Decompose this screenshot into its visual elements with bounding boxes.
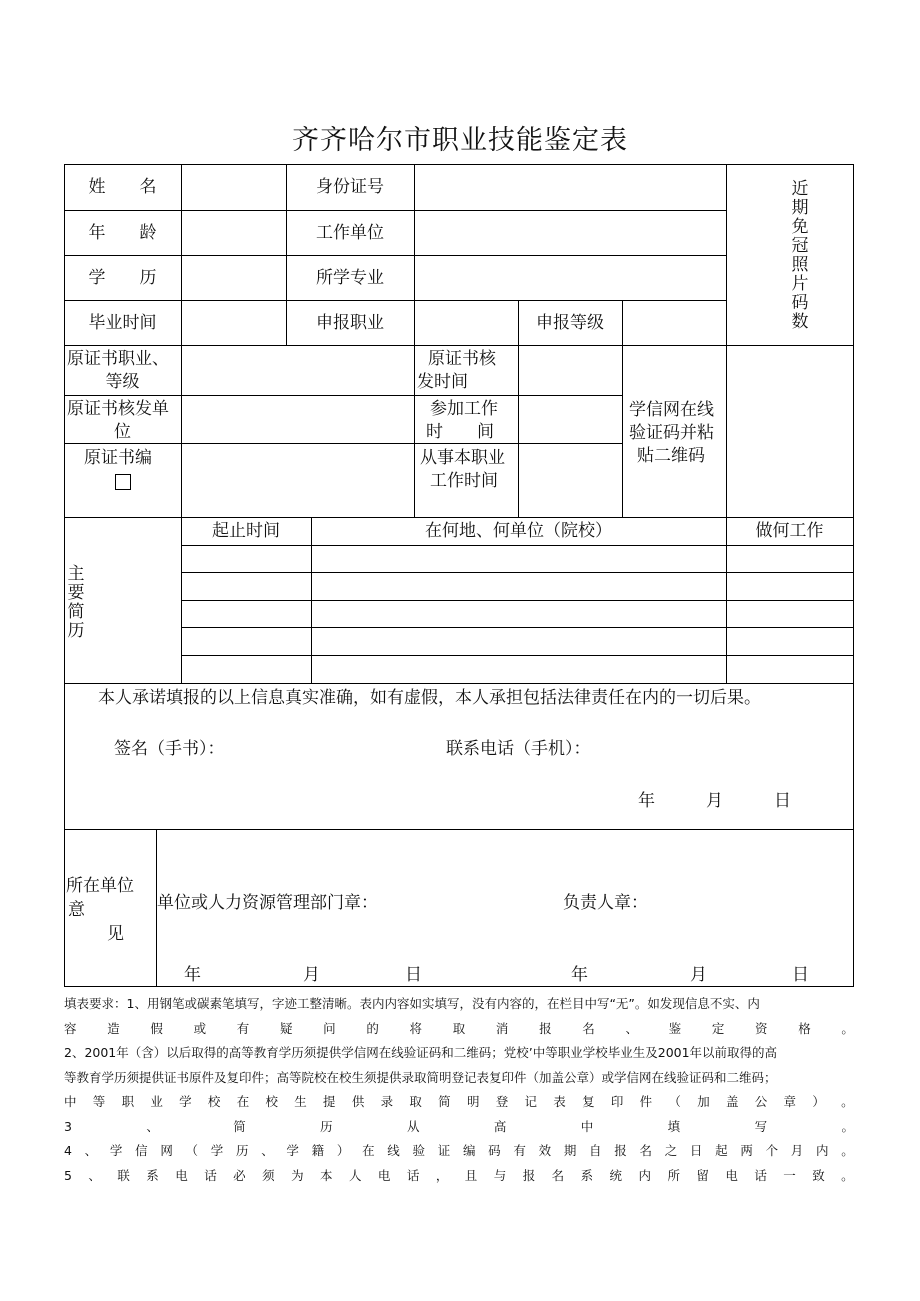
note-char: 在: [362, 1143, 375, 1158]
major-label: 所学专业: [316, 268, 384, 288]
note-char: 5: [64, 1167, 72, 1183]
note-char: 名: [639, 1143, 652, 1158]
note-char: 4: [64, 1143, 72, 1158]
note-char: 、: [261, 1143, 274, 1158]
note-char: 自: [589, 1143, 602, 1158]
orig-cert-no-checkbox[interactable]: [115, 470, 131, 492]
note-char: 。: [841, 1094, 854, 1109]
note-char: 籍: [311, 1143, 325, 1158]
orig-cert-time-label-1: 原证书核: [428, 349, 496, 369]
apply-level-label: 申报等级: [536, 313, 604, 333]
note-char: 话: [204, 1167, 217, 1183]
note-char: 电: [725, 1167, 738, 1183]
note-char: 盖: [725, 1094, 739, 1109]
note-char: 之: [664, 1143, 678, 1158]
note-line-4: 等教育学历须提供证书原件及复印件；高等院校在校生须提供录取简明登记表复印件（加盖公章）或学信网在线验证码和二维码；: [64, 1069, 777, 1085]
major-field[interactable]: [415, 256, 725, 300]
note-char: 假: [150, 1020, 163, 1036]
note-char: 提: [323, 1094, 336, 1109]
note-char: 简: [438, 1094, 451, 1109]
note-char: 、: [84, 1143, 98, 1158]
note-char: 个: [765, 1143, 779, 1158]
note-char: 必: [233, 1167, 246, 1183]
note-char: 为: [291, 1167, 304, 1183]
note-char: 内: [816, 1143, 829, 1158]
note-char: 造: [107, 1020, 120, 1036]
id-number-field[interactable]: [415, 165, 725, 210]
note-char: 印: [610, 1094, 624, 1109]
note-char: 从: [407, 1118, 420, 1134]
note-char: 录: [380, 1094, 394, 1109]
note-char: 有: [513, 1143, 526, 1158]
promise-date: 年 月 日: [638, 791, 791, 811]
orig-cert-occupation-label-1: 原证书职业、: [67, 349, 169, 369]
note-char: 致: [812, 1167, 825, 1183]
note-char: 资: [755, 1020, 768, 1036]
person-date: 年 月 日: [571, 965, 809, 985]
note-char: 、: [88, 1167, 101, 1183]
unit-opinion-label-1: 所在单位: [66, 876, 134, 896]
note-char: 两: [740, 1143, 753, 1158]
note-char: 章: [783, 1094, 797, 1109]
note-char: 生: [294, 1094, 307, 1109]
join-work-label-2: 时 间: [426, 422, 494, 442]
unit-date: 年 月 日: [184, 965, 422, 985]
note-char: 明: [466, 1094, 480, 1109]
note-char: 登: [495, 1094, 509, 1109]
note-char: 话: [406, 1167, 420, 1183]
note-char: 人: [348, 1167, 362, 1183]
note-char: 职: [121, 1094, 135, 1109]
orig-cert-unit-label-2: 位: [114, 422, 131, 442]
note-char: 电: [377, 1167, 391, 1183]
orig-cert-no-label: 原证书编: [84, 448, 152, 468]
form-title: 齐齐哈尔市职业技能鉴定表: [292, 125, 628, 156]
note-char: 历: [235, 1143, 249, 1158]
chsi-label-2: 验证码并粘: [629, 423, 714, 443]
note-char: ）: [812, 1094, 825, 1109]
photo-label: 近期免冠照片码数: [791, 179, 809, 332]
apply-level-field[interactable]: [623, 301, 725, 345]
note-char: 报: [614, 1143, 627, 1158]
note-line-2: [64, 1017, 854, 1042]
note-char: 学: [109, 1143, 123, 1158]
apply-occupation-label: 申报职业: [316, 313, 384, 333]
note-char: 、: [146, 1118, 159, 1134]
note-char: 等: [92, 1094, 106, 1109]
resume-label: 主要简历: [67, 564, 85, 641]
note-char: 、: [625, 1020, 638, 1036]
note-char: 。: [841, 1118, 854, 1134]
note-char: 写: [754, 1118, 768, 1134]
name-label: 姓 名: [88, 177, 157, 197]
graduation-time-label: 毕业时间: [88, 313, 157, 333]
note-char: 取: [409, 1094, 422, 1109]
note-char: 月: [790, 1143, 804, 1158]
note-char: 与: [493, 1167, 507, 1183]
id-number-label: 身份证号: [316, 177, 384, 197]
note-char: 所: [667, 1167, 680, 1183]
promise-text: 本人承诺填报的以上信息真实准确，如有虚假，本人承担包括法律责任在内的一切后果。: [98, 688, 761, 708]
engage-work-label-2: 工作时间: [430, 471, 498, 491]
signature-label: 签名（手书）：: [114, 739, 225, 759]
orig-cert-time-label-2: 发时间: [417, 372, 468, 392]
note-line-5: [64, 1090, 854, 1115]
note-char: 简: [233, 1118, 246, 1134]
phone-label: 联系电话（手机）：: [446, 739, 591, 759]
col-job-header: 做何工作: [755, 521, 824, 541]
note-line-7: [64, 1139, 854, 1164]
note-char: 疑: [279, 1020, 293, 1036]
note-char: 记: [524, 1094, 538, 1109]
note-char: 码: [488, 1143, 501, 1158]
note-char: 件: [639, 1094, 653, 1109]
note-char: 业: [150, 1094, 163, 1109]
note-char: 填: [667, 1118, 681, 1134]
note-char: 。: [841, 1143, 854, 1158]
note-char: 鉴: [668, 1020, 682, 1036]
note-char: 内: [638, 1167, 652, 1183]
age-label: 年 龄: [88, 223, 157, 243]
note-char: 公: [754, 1094, 768, 1109]
note-char: 3: [64, 1118, 72, 1134]
unit-opinion-label-2: 意: [68, 900, 85, 920]
note-char: 且: [464, 1167, 478, 1183]
note-char: 问: [323, 1020, 336, 1036]
fill-instructions: [64, 992, 854, 1188]
note-char: 有: [236, 1020, 250, 1036]
col-time-header: 起止时间: [212, 521, 280, 541]
note-char: 效: [538, 1143, 552, 1158]
note-line-1: 填表要求：1、用钢笔或碳素笔填写，字迹工整清晰。表内内容如实填写，没有内容的，在栏目中写“无”。如发现信息不实、内: [64, 996, 760, 1011]
note-char: 名: [551, 1167, 565, 1183]
note-char: 证: [437, 1143, 451, 1158]
note-char: 格: [798, 1020, 811, 1036]
note-char: 名: [582, 1020, 595, 1036]
note-char: ）: [336, 1143, 350, 1158]
education-label: 学 历: [88, 268, 157, 288]
work-unit-field[interactable]: [415, 211, 725, 255]
note-char: 统: [609, 1167, 623, 1183]
note-char: 须: [262, 1167, 275, 1183]
orig-cert-unit-label-1: 原证书核发单: [67, 399, 169, 419]
note-line-3: 2、2001年（含）以后取得的高等教育学历须提供学信网在线验证码和二维码；党校’中等职业学校毕业生及2001年以前取得的高: [64, 1045, 778, 1060]
note-char: 定: [711, 1020, 725, 1036]
note-char: （: [668, 1094, 681, 1109]
unit-opinion-label-3: 见: [107, 924, 124, 944]
note-char: 信: [135, 1143, 148, 1158]
join-work-label-1: 参加工作: [430, 399, 498, 419]
note-char: 取: [452, 1020, 466, 1036]
note-char: 话: [754, 1167, 767, 1183]
chsi-label-3: 贴二维码: [637, 446, 705, 466]
note-char: 校: [265, 1094, 278, 1109]
note-char: 留: [696, 1167, 709, 1183]
unit-seal-label: 单位或人力资源管理部门章：: [157, 893, 378, 913]
note-char: 中: [580, 1118, 594, 1134]
note-char: 电: [175, 1167, 188, 1183]
note-char: 。: [841, 1167, 854, 1183]
note-char: 容: [64, 1020, 77, 1036]
note-char: 系: [146, 1167, 159, 1183]
note-char: 学: [286, 1143, 299, 1158]
note-char: 将: [409, 1020, 423, 1036]
education-field[interactable]: [182, 256, 285, 300]
note-char: 线: [387, 1143, 400, 1158]
note-char: 表: [553, 1094, 566, 1109]
note-line-6: [64, 1115, 854, 1140]
note-char: 中: [64, 1094, 77, 1109]
note-char: 验: [412, 1143, 426, 1158]
note-char: 校: [207, 1094, 221, 1109]
engage-work-label-1: 从事本职业: [420, 448, 505, 468]
note-char: 供: [351, 1094, 365, 1109]
note-char: 历: [320, 1118, 333, 1134]
note-char: 联: [117, 1167, 130, 1183]
note-char: 学: [179, 1094, 192, 1109]
note-char: 期: [563, 1143, 577, 1158]
work-unit-label: 工作单位: [316, 223, 384, 243]
note-char: 复: [582, 1094, 595, 1109]
chsi-label-1: 学信网在线: [629, 400, 714, 420]
note-char: 报: [539, 1020, 552, 1036]
note-char: 系: [580, 1167, 594, 1183]
note-char: 消: [495, 1020, 509, 1036]
note-char: ，: [435, 1167, 449, 1183]
age-field[interactable]: [182, 211, 285, 255]
note-char: 在: [236, 1094, 250, 1109]
note-line-8: [64, 1164, 854, 1189]
note-char: （: [185, 1143, 199, 1158]
note-char: 一: [783, 1167, 796, 1183]
note-char: 或: [193, 1020, 207, 1036]
note-char: 的: [366, 1020, 379, 1036]
note-char: 编: [462, 1143, 476, 1158]
name-field[interactable]: [182, 165, 285, 210]
note-char: 加: [697, 1094, 710, 1109]
apply-occupation-field[interactable]: [415, 301, 517, 345]
note-char: 网: [160, 1143, 173, 1158]
col-place-header: 在何地、何单位（院校）: [425, 521, 612, 541]
note-char: 高: [493, 1118, 507, 1134]
note-char: 本: [320, 1167, 333, 1183]
note-char: 起: [715, 1143, 728, 1158]
person-seal-label: 负责人章：: [563, 893, 648, 913]
note-char: 学: [210, 1143, 224, 1158]
note-char: 。: [841, 1020, 854, 1036]
note-char: 报: [522, 1167, 536, 1183]
note-char: 日: [689, 1143, 703, 1158]
orig-cert-occupation-label-2: 等级: [105, 372, 140, 392]
graduation-time-field[interactable]: [182, 301, 285, 345]
